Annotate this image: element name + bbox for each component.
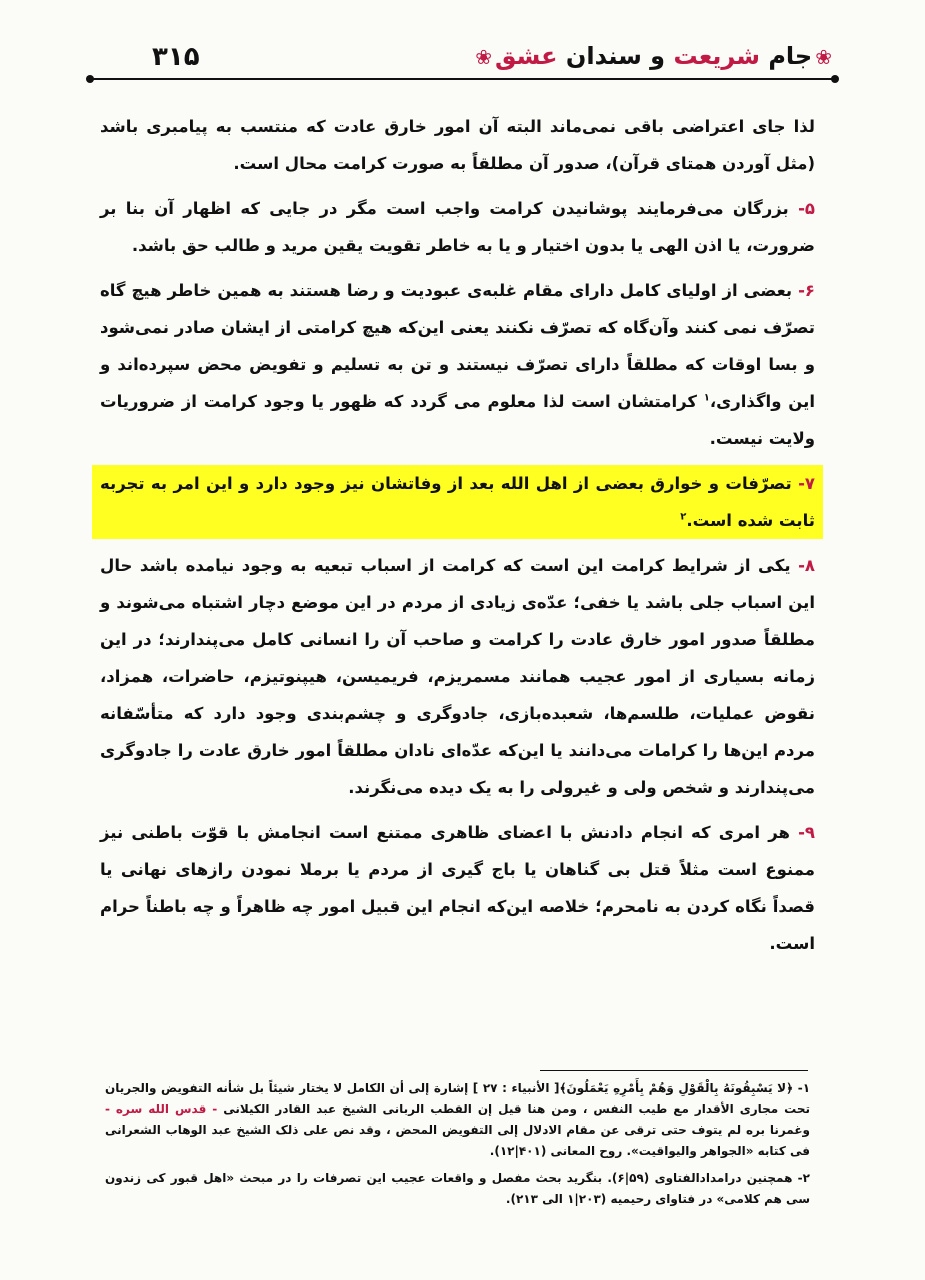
title-part-2: و سندان: [557, 42, 674, 70]
paragraph-9: [100, 814, 815, 962]
paragraph-number: ۹-: [798, 823, 815, 842]
paragraph-text: تصرّفات و خوارق بعضی از اهل الله بعد از وفاتشان نیز وجود دارد و این امر به تجربه ثابت شده است.: [100, 474, 815, 530]
paragraph-text: لذا جای اعتراضی باقی نمی‌ماند البته آن امور خارق عادت که منتسب به پیامبری باشد (مثل آوردن همتای قرآن)، صدور آن مطلقاً به صورت کرامت محال است.: [100, 117, 815, 173]
title-accent-1: شریعت: [673, 42, 760, 70]
title-accent-2: عشق: [495, 42, 558, 70]
paragraph-text: یکی از شرایط کرامت این است که کرامت از اسباب تبعیه به وجود نیامده باشد حال این اسباب جلی باشد یا خفی؛ عدّه‌ی زیادی از مردم در این موضع دچار اشتباه می‌شوند و مطلقاً صدور امور خارق عادت را کرامت و صاحب آن را انسانی کامل می‌پندارند؛ در این زمانه بسیاری از امور عجیب همانند مسمریزم، فریمیسن، هیپنوتیزم، حاضرات، همزاد، نقوض عملیات، طلسم‌ها، شعبده‌بازی، جادوگری و چشم‌بندی وجود دارد که متأسّفانه مردم این‌ها را کرامات می‌دانند یا این‌که عدّه‌ای نادان مطلقاً امور خارق عادت را جادوگری می‌پندارند و شخص ولی و غیرولی را به یک دیده می‌نگرند.: [100, 556, 815, 797]
paragraph-number: ۸-: [798, 556, 815, 575]
footnote-divider: [540, 1070, 808, 1071]
paragraph-text: بعضی از اولیای کامل دارای مقام غلبه‌ی عبودیت و رضا هستند به همین خاطر هیچ گاه تصرّف نمی کنند وآن‌گاه که تصرّف نکنند یعنی این‌که هیچ کرامتی از ایشان صادر نمی‌شود و بسا اوقات که مطلقاً دارای تصرّف نیستند و تن به تسلیم و تفویض محض سپرده‌اند و این واگذاری،: [100, 281, 815, 411]
page-number: ۳۱۵: [152, 42, 200, 72]
flower-ornament-icon: ❀: [475, 45, 493, 69]
footnote-2: [105, 1168, 810, 1210]
title-part-1: جام: [759, 42, 813, 70]
footnote-1: [105, 1078, 810, 1162]
paragraph-8: [100, 547, 815, 806]
page-header: [90, 38, 835, 84]
body-text: [100, 108, 815, 970]
paragraph-6: [100, 272, 815, 457]
footnote-text: ۲- همچنین درامدادالفتاوی (۵۹|۶). بنگرید بحث مفصل و واقعات عجیب این تصرفات را در مبحث «اهل قبور کی زندون سی هم کلامی» در فتاوای رحیمیه (۲۰۳|۱ الی ۲۱۳).: [105, 1171, 810, 1206]
footnote-ref[interactable]: ۲: [680, 511, 687, 523]
paragraph-number: ۵-: [798, 199, 815, 218]
book-title: [472, 42, 835, 70]
paragraph-number: ۷-: [798, 474, 815, 493]
header-divider: [90, 78, 835, 80]
paragraph-5: [100, 190, 815, 264]
paragraph-number: ۶-: [798, 281, 815, 300]
paragraph-text: هر امری که انجام دادنش با اعضای ظاهری ممتنع است انجامش با قوّت باطنی نیز ممنوع است مثلاً قتل بی گناهان یا باج گیری از مردم یا برملا نمودن رازهای نهانی یا قصداً نگاه کردن به نامحرم؛ خلاصه این‌که انجام این قبیل امور چه ظاهراً و چه باطناً حرام است.: [100, 823, 815, 953]
paragraph-7-highlighted: [92, 465, 823, 539]
footnote-ref[interactable]: ۱: [703, 392, 710, 404]
footnotes: [105, 1078, 810, 1216]
paragraph-text: بزرگان می‌فرمایند پوشانیدن کرامت واجب است مگر در جایی که اظهار آن بنا بر ضرورت، یا اذن الهی یا بدون اختیار و یا به خاطر تقویت یقین مرید و طالب حق باشد.: [100, 199, 815, 255]
flower-ornament-icon: ❀: [815, 45, 832, 69]
footnote-text: ۱- ﴿لا یَسْبِقُونَهُ بِالْقَوْلِ وَهُمْ بِأَمْرِهِ یَعْمَلُونَ﴾[ الأنبیاء : ۲۷ ] إشارة إلی أن الکامل لا یختار شیئاً بل شأنه التفویض والجریان تحت مجاری الأقدار مع طیب النفس ، ومن هنا قیل إن القطب الربانی الشیخ عبد القادر الکیلانی: [105, 1081, 811, 1116]
paragraph-intro: [100, 108, 815, 182]
footnote-red-phrase: - قدس الله سره -: [105, 1102, 218, 1116]
footnote-text-continued: وغمرنا بره لم یتوف حتی ترقی عن مقام الادلال إلی التفویض المحض ، وقد نص علی ذلک الشیخ عبد الوهاب الشعرانی فی کتابه «الجواهر والیواقیت». روح المعانی (۴۰۱|۱۲).: [105, 1123, 810, 1158]
paragraph-text-continued: کرامتشان است لذا معلوم می گردد که ظهور یا وجود کرامت از ضروریات ولایت نیست.: [100, 392, 815, 448]
